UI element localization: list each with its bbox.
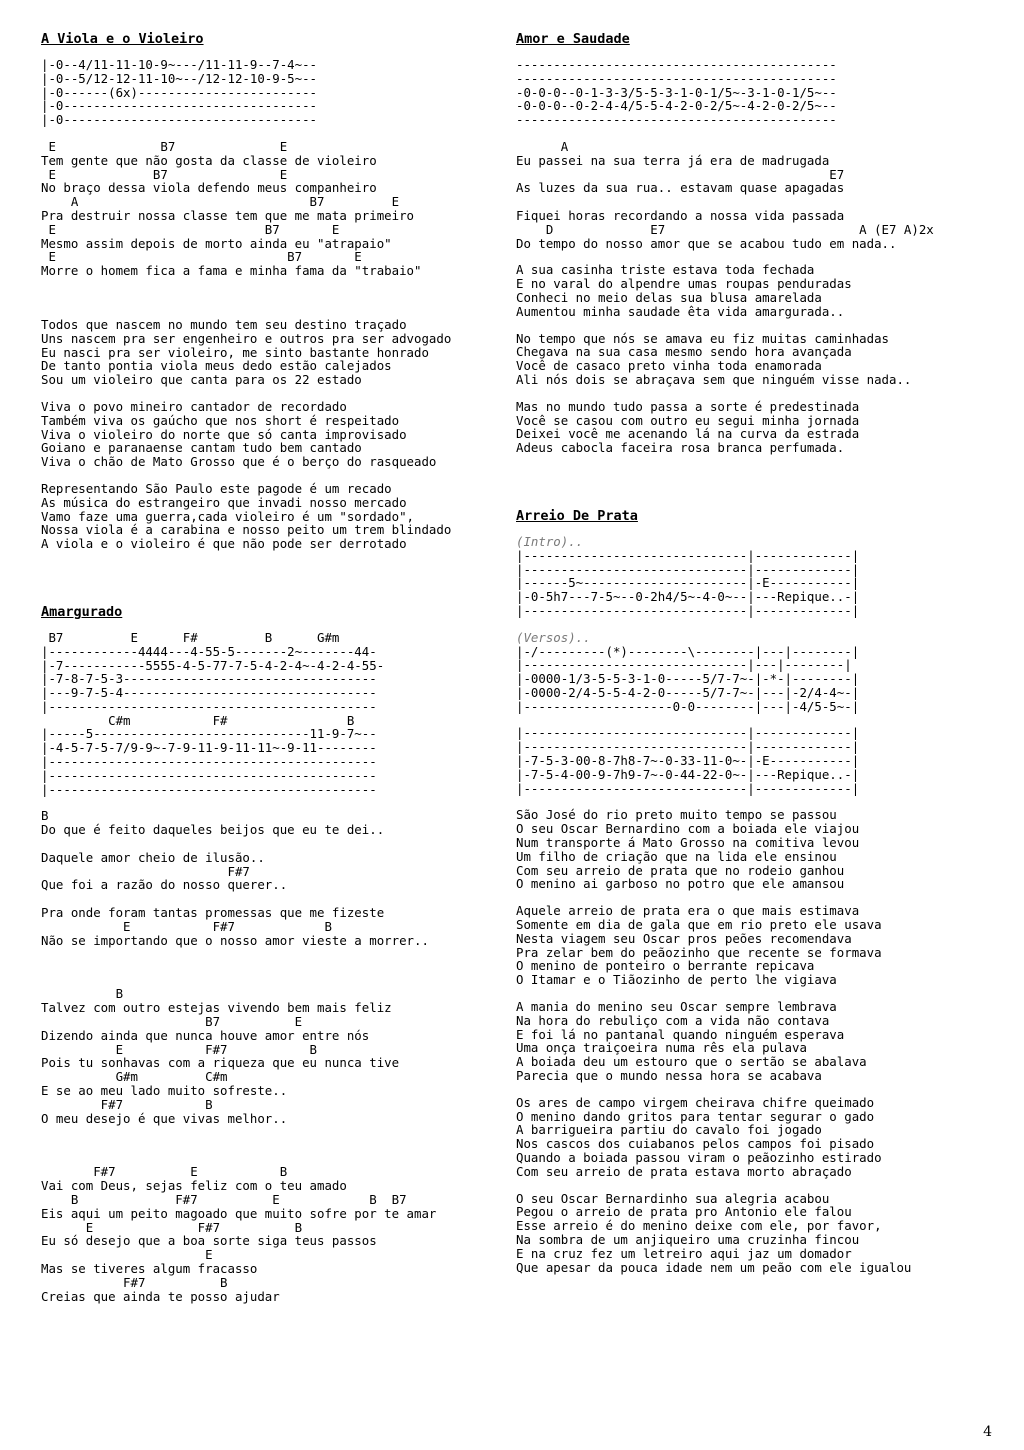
- verse: A sua casinha triste estava toda fechada E no varal do alpendre umas roupas penduradas Conheci no meio delas sua blusa amarelada Aumentou minha saudade êta vida amargurada..: [516, 262, 852, 319]
- verse: São José do rio preto muito tempo se passou O seu Oscar Bernardino com a boiada ele viajou Num transporte á Mato Grosso na comitiva levou Um filho de criação que na lida ele ensinou Com seu arreio de prata que no rodeio ganhou O menino ai garboso no potro que ele amansou: [516, 807, 860, 892]
- verse-with-chords: B Do que é feito daqueles beijos que eu te dei.. Daquele amor cheio de ilusão.. F#7 Que foi a razão do nosso querer.. Pra onde foram tantas promessas que me fizeste E F#7 B Não se importando que o nosso amor vieste a morrer..: [41, 808, 429, 948]
- song-amor-e-saudade: [516, 30, 996, 455]
- song-title: Amor e Saudade: [516, 31, 630, 47]
- song-title: Amargurado: [41, 603, 123, 620]
- verse-with-chords: A Eu passei na sua terra já era de madrugada E7 As luzes da sua rua.. estavam quase apagadas Fiquei horas recordando a nossa vida passada D E7 A (E7 A)2x Do tempo do nosso amor que se acabou tudo em nada..: [516, 138, 934, 251]
- song-title: A Viola e o Violeiro: [41, 31, 204, 47]
- guitar-tab: |------------------------------|-------------| |------------------------------|-------------| |-7-5-3-00-8-7h8-7~-0-33-11-0~-|-E-----------| |-7-5-4-00-9-7h9-7~-0-44-22-0~-|---Repique..-| |------------------------------|-------------|: [516, 725, 860, 796]
- guitar-tab: |-0--4/11-11-10-9~---/11-11-9--7-4~-- |-0--5/12-12-11-10~--/12-12-10-9-5~-- |-0------(6x)------------------------ |-0---------------------------------- |-0----------------------------------: [41, 57, 318, 128]
- song-amargurado: [41, 603, 511, 1303]
- verse: No tempo que nós se amava eu fiz muitas caminhadas Chegava na sua casa mesmo sendo hora avançada Você de casaco preto vinha toda enamorada Ali nós dois se abraçava sem que ninguém visse nada..: [516, 330, 912, 387]
- verse: Todos que nascem no mundo tem seu destino traçado Uns nascem pra ser engenheiro e outros pra ser advogado Eu nasci pra ser violeiro, me sinto bastante honrado De tanto pontia viola meus dedo estão calejados Sou um violeiro que canta para os 22 estado: [41, 316, 452, 388]
- verse: Os ares de campo virgem cheirava chifre queimado O menino dando gritos para tentar segurar o gado A barrigueira partiu do cavalo foi jogado Nos cascos dos cuiabanos pelos campos foi pisado Quando a boiada passou viram o peãozinho estirado Com seu arreio de prata estava morto abraçado: [516, 1094, 882, 1179]
- page-number: 4: [983, 1424, 992, 1440]
- guitar-tab: |-/---------(*)--------\--------|---|--------| |------------------------------|---|--------| |-0000-1/3-5-5-3-1-0-----5/7-7~-|-*-|--------| |-0000-2/4-5-5-4-2-0-----5/7-7~-|---|-2/4-4~-| |--------------------0-0--------|---|-4/5-5~-|: [516, 643, 860, 714]
- song-a-viola-e-o-violeiro: [41, 30, 511, 551]
- verse-with-chords: B Talvez com outro estejas vivendo bem mais feliz B7 E Dizendo ainda que nunca houve amor entre nós E F#7 B Pois tu sonhavas com a riqueza que eu nunca tive G#m C#m E se ao meu lado muito sofreste.. F#7 B O meu desejo é que vivas melhor..: [41, 986, 400, 1126]
- verse: O seu Oscar Bernardinho sua alegria acabou Pegou o arreio de prata pro Antonio ele falou Esse arreio é do menino deixe com ele, por favor, Na sombra de um anjiqueiro uma cruzinha fincou E na cruz fez um letreiro aqui jaz um domador Que apesar da pouca idade nem um peão com ele igualou: [516, 1190, 912, 1275]
- verse: Mas no mundo tudo passa a sorte é predestinada Você se casou com outro eu segui minha jornada Deixei você me acenando lá na curva da estrada Adeus cabocla faceira rosa branca perfumada.: [516, 398, 860, 456]
- verse-with-chords: F#7 E B Vai com Deus, sejas feliz com o teu amado B F#7 E B B7 Eis aqui um peito magoado que muito sofre por te amar E F#7 B Eu só desejo que a boa sorte siga teus passos E Mas se tiveres algum fracasso F#7 B Creias que ainda te posso ajudar: [41, 1164, 437, 1304]
- guitar-tab: C#m F# B |-----5-----------------------------11-9-7~-- |-4-5-7-5-7/9-9~-7-9-11-9-11-11~-9-11-------- |-------------------------------------------- |-------------------------------------------- |--------------------------------------------: [41, 712, 377, 797]
- guitar-tab: ------------------------------------------- ------------------------------------------- -0-0-0--0-1-3-3/5-5-3-1-0-1/5~-3-1-0-1/5~-- -0-0-0--0-2-4-4/5-5-4-2-0-2/5~-4-2-0-2/5~-- -------------------------------------------: [516, 57, 837, 128]
- right-column: [516, 30, 996, 1274]
- verse: Viva o povo mineiro cantador de recordado Também viva os gaúcho que nos short é respeitado Viva o violeiro do norte que só canta improvisado Goiano e paranaense cantam tudo bem cantado Viva o chão de Mato Grosso que é o berço do rasqueado: [41, 398, 437, 470]
- verse: Representando São Paulo este pagode é um recado As música do estrangeiro que invadi nosso mercado Vamo faze uma guerra,cada violeiro é um "sordado", Nossa viola é a carabina e nosso peito um trem blindado A viola e o violeiro é que não pode ser derrotado: [41, 480, 452, 552]
- song-title: Arreio De Prata: [516, 507, 638, 524]
- intro-label: (Intro)..: [516, 533, 584, 549]
- song-arreio-de-prata: [516, 507, 996, 1274]
- left-column: [41, 30, 511, 1303]
- versos-label: (Versos)..: [516, 629, 591, 645]
- guitar-tab: B7 E F# B G#m |------------4444---4-55-5-------2~-------44- |-7-----------5555-4-5-77-7-5-4-2-4~-4-2-4-55- |-7-8-7-5-3---------------------------------- |---9-7-5-4---------------------------------- |--------------------------------------------: [41, 629, 385, 714]
- guitar-tab: |------------------------------|-------------| |------------------------------|-------------| |------5~----------------------|-E-----------| |-0-5h7---7-5~--0-2h4/5~-4-0~--|---Repique..-| |------------------------------|-------------|: [516, 547, 860, 618]
- verse: A mania do menino seu Oscar sempre lembrava Na hora do rebuliço com a vida não contava E foi lá no pantanal quando ninguém esperava Uma onça traiçoeira numa rês ela pulava A boiada deu um estouro que o sertão se abalava Parecia que o mundo nessa hora se acabava: [516, 999, 867, 1084]
- verse-with-chords: E B7 E Tem gente que não gosta da classe de violeiro E B7 E No braço dessa viola defendo meus companheiro A B7 E Pra destruir nossa classe tem que me mata primeiro E B7 E Mesmo assim depois de morto ainda eu "atrapaio" E B7 E Morre o homem fica a fama e minha fama da "trabaio": [41, 138, 422, 279]
- verse: Aquele arreio de prata era o que mais estimava Somente em dia de gala que em rio preto ele usava Nesta viagem seu Oscar pros peões recomendava Pra zelar bem do peãozinho que recente se formava O menino de ponteiro o berrante repicava O Itamar e o Tiãozinho de perto lhe vigiava: [516, 903, 882, 988]
